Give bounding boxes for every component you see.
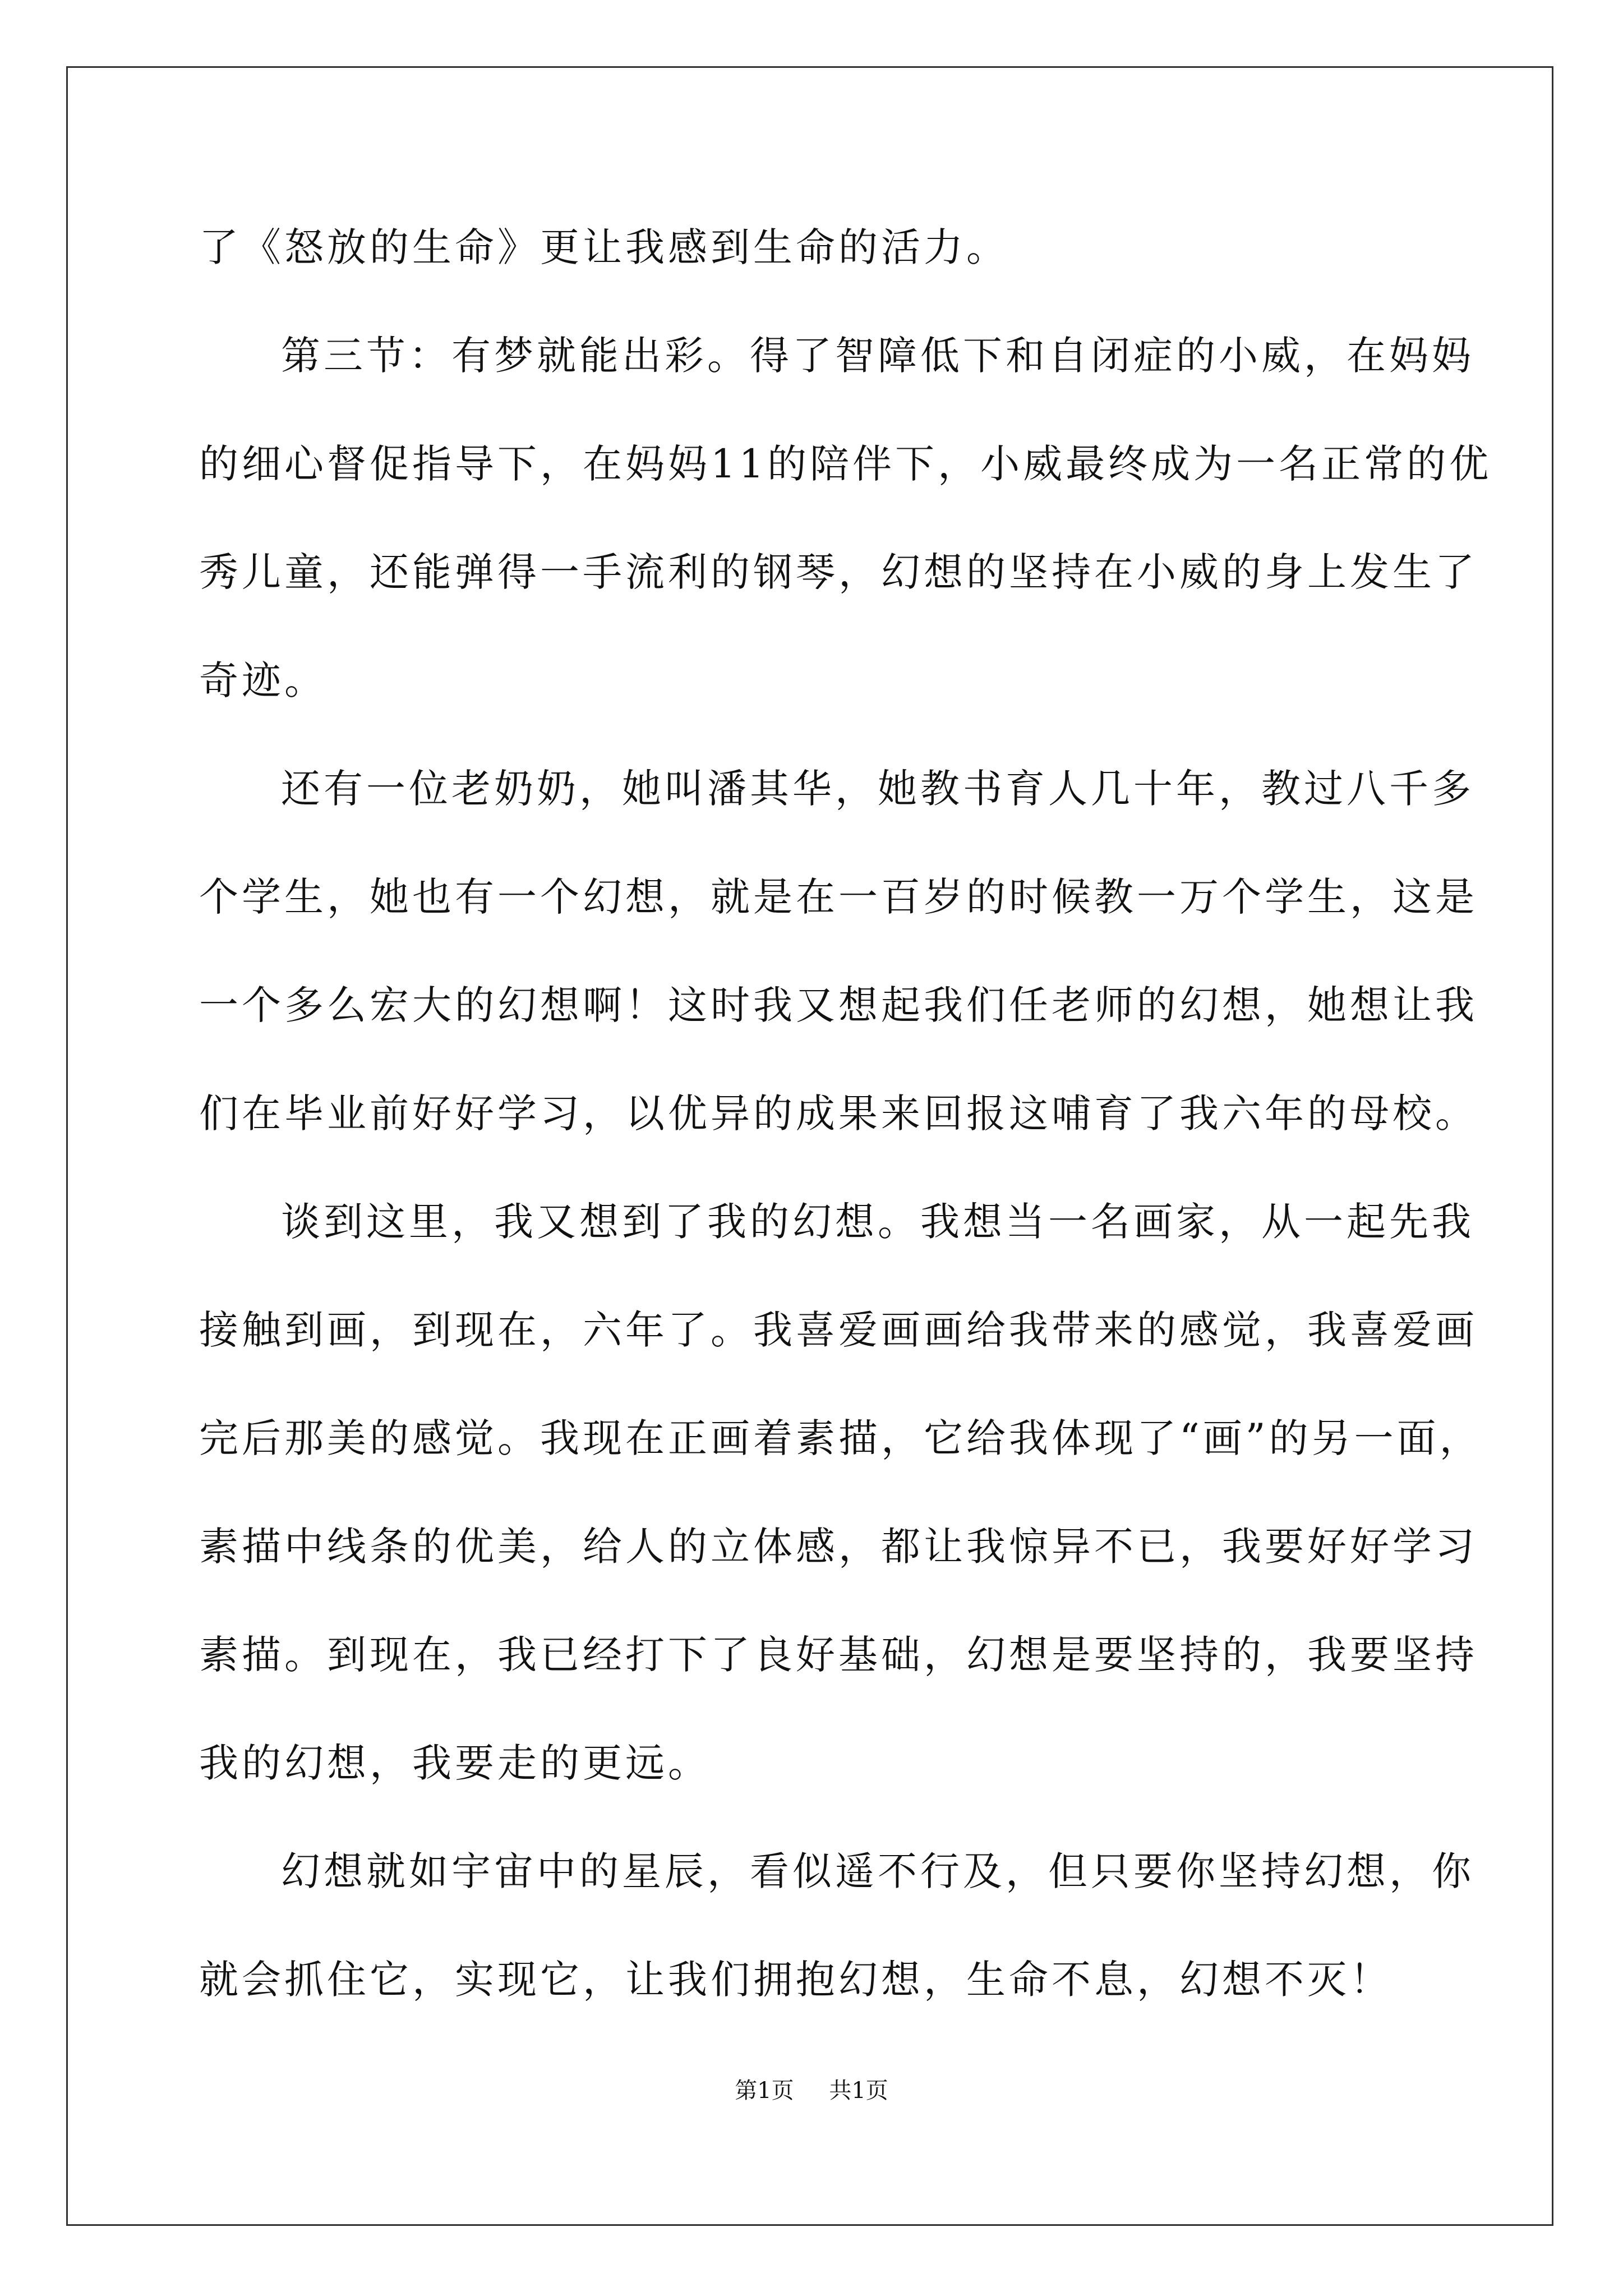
paragraph-start-line: 谈到这里，我又想到了我的幻想。我想当一名画家，从一起先我 — [281, 1199, 1474, 1245]
paragraph-start-line: 幻想就如宇宙中的星辰，看似遥不行及，但只要你坚持幻想，你 — [281, 1848, 1474, 1894]
text-line: 素描。到现在，我已经打下了良好基础，幻想是要坚持的，我要坚持 — [199, 1632, 1478, 1678]
text-line: 个学生，她也有一个幻想，就是在一百岁的时候教一万个学生，这是 — [199, 874, 1478, 920]
text-line: 奇迹。 — [199, 657, 327, 703]
text-line: 了《怒放的生命》更让我感到生命的活力。 — [199, 224, 1009, 270]
text-line: 们在毕业前好好学习，以优异的成果来回报这哺育了我六年的母校。 — [199, 1091, 1478, 1137]
page-total: 共1页 — [829, 2078, 888, 2104]
text-line: 一个多么宏大的幻想啊！这时我又想起我们任老师的幻想，她想让我 — [199, 982, 1478, 1028]
text-line: 完后那美的感觉。我现在正画着素描，它给我体现了“画”的另一面， — [199, 1415, 1482, 1461]
page-footer — [0, 2073, 1623, 2105]
text-line: 就会抓住它，实现它，让我们拥抱幻想，生命不息，幻想不灭！ — [199, 1957, 1393, 2003]
page-number: 第1页 — [735, 2078, 794, 2104]
text-line: 素描中线条的优美，给人的立体感，都让我惊异不已，我要好好学习 — [199, 1524, 1478, 1570]
document-body — [199, 194, 1492, 2034]
text-line: 接触到画，到现在，六年了。我喜爱画画给我带来的感觉，我喜爱画 — [199, 1307, 1478, 1353]
text-line: 我的幻想，我要走的更远。 — [199, 1740, 711, 1786]
paragraph-start-line: 第三节：有梦就能出彩。得了智障低下和自闭症的小威，在妈妈 — [281, 333, 1474, 379]
text-line: 的细心督促指导下，在妈妈11的陪伴下，小威最终成为一名正常的优 — [199, 441, 1492, 487]
text-line: 秀儿童，还能弹得一手流利的钢琴，幻想的坚持在小威的身上发生了 — [199, 549, 1478, 595]
paragraph-start-line: 还有一位老奶奶，她叫潘其华，她教书育人几十年，教过八千多 — [281, 766, 1474, 812]
